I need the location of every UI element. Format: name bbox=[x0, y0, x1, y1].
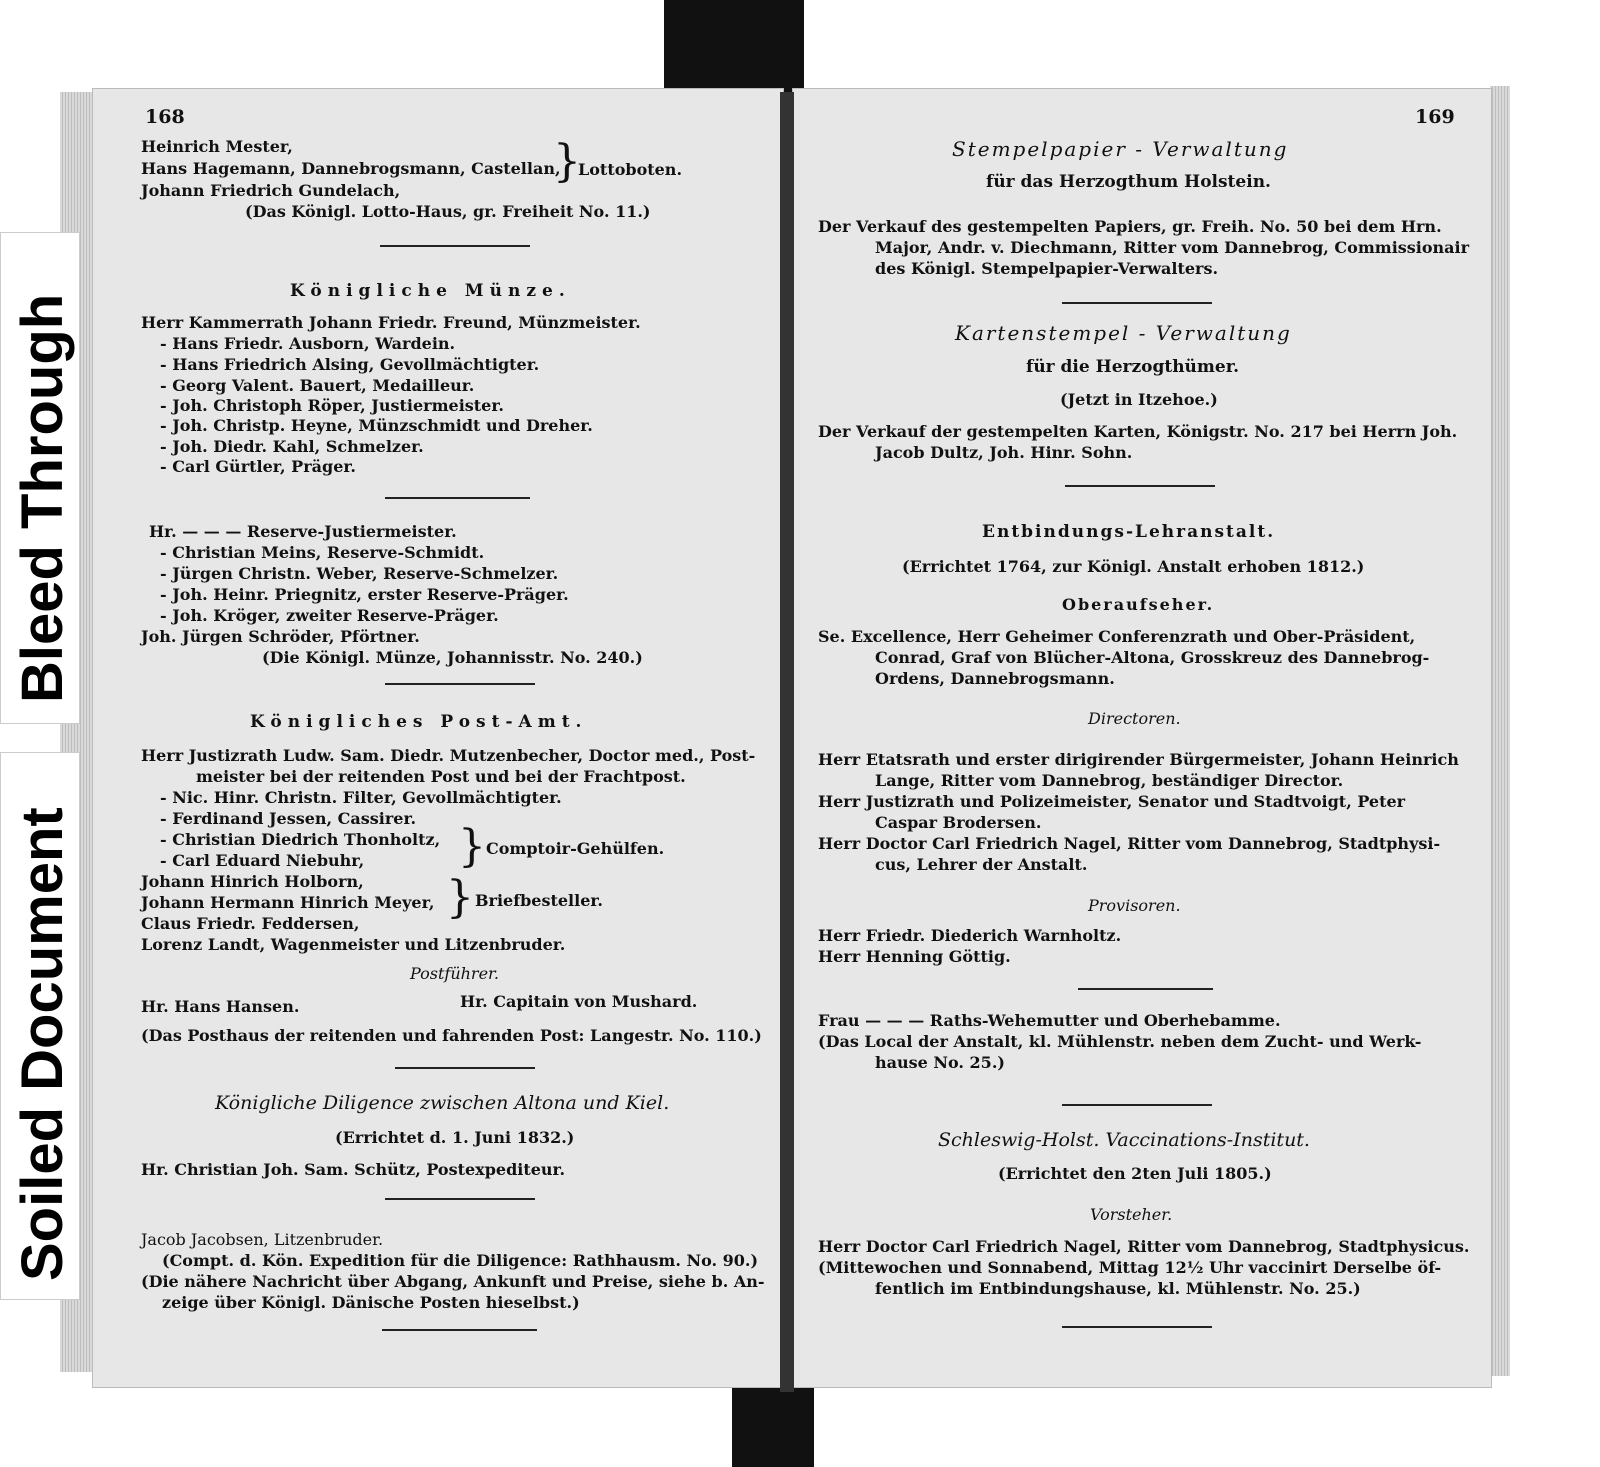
briefbesteller: Johann Hermann Hinrich Meyer, bbox=[141, 893, 435, 912]
muenze-line: - Hans Friedr. Ausborn, Wardein. bbox=[160, 334, 456, 353]
diligence-line: (Compt. d. Kön. Expedition für die Diligence: Rathhausm. No. 90.) bbox=[162, 1251, 759, 1270]
bleed-through-label: Bleed Through bbox=[10, 293, 75, 703]
binding-gutter bbox=[780, 92, 794, 1392]
vaccination-established: (Errichtet den 2ten Juli 1805.) bbox=[998, 1164, 1272, 1183]
right-page-edges bbox=[1490, 86, 1510, 1376]
provisor-line: Herr Friedr. Diederich Warnholtz. bbox=[818, 926, 1122, 945]
diligence-person: Hr. Christian Joh. Sam. Schütz, Postexpediteur. bbox=[141, 1160, 566, 1179]
gehuelfe: - Christian Diedrich Thonholtz, bbox=[160, 830, 441, 849]
provisor-line: Herr Henning Göttig. bbox=[818, 947, 1011, 966]
director-line: Herr Justizrath und Polizeimeister, Senator und Stadtvoigt, Peter bbox=[818, 792, 1406, 811]
lotto-name: Hans Hagemann, Dannebrogsmann, Castellan, bbox=[141, 159, 561, 178]
muenze-title: Königliche Münze. bbox=[290, 281, 571, 301]
post-line: Herr Justizrath Ludw. Sam. Diedr. Mutzenbecher, Doctor med., Post- bbox=[141, 746, 756, 765]
muenze-reserve: Hr. — — — Reserve-Justiermeister. bbox=[149, 522, 457, 541]
brace: } bbox=[446, 872, 474, 923]
divider bbox=[1062, 1104, 1212, 1106]
lotto-name: Johann Friedrich Gundelach, bbox=[141, 181, 401, 200]
vaccination-line: fentlich im Entbindungshause, kl. Mühlenstr. No. 25.) bbox=[875, 1279, 1361, 1298]
post-line: - Ferdinand Jessen, Cassirer. bbox=[160, 809, 417, 828]
vorsteher-heading: Vorsteher. bbox=[1090, 1205, 1173, 1224]
hebamme-line: hause No. 25.) bbox=[875, 1053, 1005, 1072]
oberaufseher-line: Se. Excellence, Herr Geheimer Conferenzrath und Ober-Präsident, bbox=[818, 627, 1416, 646]
muenze-reserve: - Joh. Kröger, zweiter Reserve-Präger. bbox=[160, 606, 499, 625]
muenze-reserve: - Christian Meins, Reserve-Schmidt. bbox=[160, 543, 485, 562]
postfuehrer: Hr. Hans Hansen. bbox=[141, 997, 300, 1016]
divider bbox=[380, 245, 530, 247]
diligence-line: zeige über Königl. Dänische Posten hieselbst.) bbox=[162, 1293, 580, 1312]
divider bbox=[382, 1329, 537, 1331]
oberaufseher-heading: Oberaufseher. bbox=[1062, 595, 1215, 614]
entbindung-established: (Errichtet 1764, zur Königl. Anstalt erhoben 1812.) bbox=[902, 557, 1365, 576]
postfuehrer: Hr. Capitain von Mushard. bbox=[460, 992, 698, 1011]
briefbesteller: Johann Hinrich Holborn, bbox=[141, 872, 364, 891]
post-line: meister bei der reitenden Post und bei der Frachtpost. bbox=[196, 767, 686, 786]
soiled-document-tab bbox=[0, 752, 80, 1300]
postfuehrer-heading: Postführer. bbox=[410, 964, 500, 983]
directoren-heading: Directoren. bbox=[1088, 709, 1181, 728]
binding-shadow-top bbox=[664, 0, 804, 96]
gehuelfen-role: Comptoir-Gehülfen. bbox=[486, 839, 665, 858]
divider bbox=[1062, 302, 1212, 304]
brace: } bbox=[458, 821, 486, 872]
divider bbox=[1065, 485, 1215, 487]
lotto-role: Lottoboten. bbox=[578, 160, 683, 179]
karten-note: (Jetzt in Itzehoe.) bbox=[1060, 390, 1218, 409]
brief-role: Briefbesteller. bbox=[475, 891, 603, 910]
vaccination-title: Schleswig-Holst. Vaccinations-Institut. bbox=[938, 1129, 1310, 1151]
director-line: cus, Lehrer der Anstalt. bbox=[875, 855, 1088, 874]
oberaufseher-line: Ordens, Dannebrogsmann. bbox=[875, 669, 1115, 688]
vaccination-line: (Mittewochen und Sonnabend, Mittag 12½ Uhr vaccinirt Derselbe öf- bbox=[818, 1258, 1442, 1277]
stempel-line: des Königl. Stempelpapier-Verwalters. bbox=[875, 259, 1219, 278]
muenze-line: - Georg Valent. Bauert, Medailleur. bbox=[160, 376, 475, 395]
muenze-line: - Carl Gürtler, Präger. bbox=[160, 457, 356, 476]
provisoren-heading: Provisoren. bbox=[1088, 896, 1181, 915]
post-line: - Nic. Hinr. Christn. Filter, Gevollmächtigter. bbox=[160, 788, 562, 807]
director-line: Herr Doctor Carl Friedrich Nagel, Ritter vom Dannebrog, Stadtphysi- bbox=[818, 834, 1441, 853]
diligence-line: (Die nähere Nachricht über Abgang, Ankunft und Preise, siehe b. An- bbox=[141, 1272, 765, 1291]
divider bbox=[1062, 1326, 1212, 1328]
muenze-line: Herr Kammerrath Johann Friedr. Freund, Münzmeister. bbox=[141, 313, 641, 332]
karten-line: Jacob Dultz, Joh. Hinr. Sohn. bbox=[875, 443, 1133, 462]
gehuelfe: - Carl Eduard Niebuhr, bbox=[160, 851, 365, 870]
left-page-number: 168 bbox=[145, 106, 185, 128]
post-title: Königliches Post-Amt. bbox=[250, 712, 588, 732]
muenze-line: - Joh. Christp. Heyne, Münzschmidt und Dreher. bbox=[160, 416, 593, 435]
stempel-subtitle: für das Herzogthum Holstein. bbox=[986, 172, 1271, 192]
divider bbox=[385, 1198, 535, 1200]
diligence-established: (Errichtet d. 1. Juni 1832.) bbox=[335, 1128, 575, 1147]
soiled-document-label: Soiled Document bbox=[10, 807, 75, 1281]
briefbesteller: Claus Friedr. Feddersen, bbox=[141, 914, 360, 933]
karten-line: Der Verkauf der gestempelten Karten, Königstr. No. 217 bei Herrn Joh. bbox=[818, 422, 1458, 441]
lotto-address: (Das Königl. Lotto-Haus, gr. Freiheit No. 11.) bbox=[245, 202, 651, 221]
hebamme-line: Frau — — — Raths-Wehemutter und Oberhebamme. bbox=[818, 1011, 1281, 1030]
divider bbox=[385, 497, 530, 499]
muenze-line: - Joh. Diedr. Kahl, Schmelzer. bbox=[160, 437, 424, 456]
diligence-title: Königliche Diligence zwischen Altona und Kiel. bbox=[215, 1092, 670, 1114]
entbindung-title: Entbindungs-Lehranstalt. bbox=[982, 522, 1276, 542]
divider bbox=[1078, 988, 1213, 990]
director-line: Caspar Brodersen. bbox=[875, 813, 1042, 832]
divider bbox=[395, 1067, 535, 1069]
oberaufseher-line: Conrad, Graf von Blücher-Altona, Grosskreuz des Dannebrog- bbox=[875, 648, 1430, 667]
wagenmeister: Lorenz Landt, Wagenmeister und Litzenbruder. bbox=[141, 935, 566, 954]
stempel-line: Major, Andr. v. Diechmann, Ritter vom Dannebrog, Commissionair bbox=[875, 238, 1470, 257]
muenze-reserve: - Jürgen Christn. Weber, Reserve-Schmelzer. bbox=[160, 564, 559, 583]
vaccination-line: Herr Doctor Carl Friedrich Nagel, Ritter vom Dannebrog, Stadtphysicus. bbox=[818, 1237, 1470, 1256]
diligence-line: Jacob Jacobsen, Litzenbruder. bbox=[141, 1230, 384, 1249]
bleed-through-tab bbox=[0, 232, 80, 724]
muenze-line: - Hans Friedrich Alsing, Gevollmächtigter. bbox=[160, 355, 540, 374]
muenze-reserve: - Joh. Heinr. Priegnitz, erster Reserve-Präger. bbox=[160, 585, 569, 604]
stempel-line: Der Verkauf des gestempelten Papiers, gr. Freih. No. 50 bei dem Hrn. bbox=[818, 217, 1442, 236]
karten-subtitle: für die Herzogthümer. bbox=[1026, 357, 1240, 377]
muenze-line: - Joh. Christoph Röper, Justiermeister. bbox=[160, 396, 504, 415]
muenze-address: (Die Königl. Münze, Johannisstr. No. 240.) bbox=[262, 648, 643, 667]
hebamme-line: (Das Local der Anstalt, kl. Mühlenstr. neben dem Zucht- und Werk- bbox=[818, 1032, 1422, 1051]
director-line: Lange, Ritter vom Dannebrog, beständiger Director. bbox=[875, 771, 1344, 790]
right-page-number: 169 bbox=[1415, 106, 1455, 128]
divider bbox=[385, 683, 535, 685]
right-page bbox=[792, 88, 1492, 1388]
brace: } bbox=[553, 136, 581, 187]
muenze-reserve: Joh. Jürgen Schröder, Pförtner. bbox=[141, 627, 420, 646]
stempel-title: Stempelpapier - Verwaltung bbox=[952, 137, 1289, 161]
director-line: Herr Etatsrath und erster dirigirender Bürgermeister, Johann Heinrich bbox=[818, 750, 1459, 769]
post-address: (Das Posthaus der reitenden und fahrenden Post: Langestr. No. 110.) bbox=[141, 1026, 762, 1045]
binding-shadow-bottom bbox=[732, 1384, 814, 1467]
karten-title: Kartenstempel - Verwaltung bbox=[955, 321, 1292, 345]
lotto-name: Heinrich Mester, bbox=[141, 137, 293, 156]
